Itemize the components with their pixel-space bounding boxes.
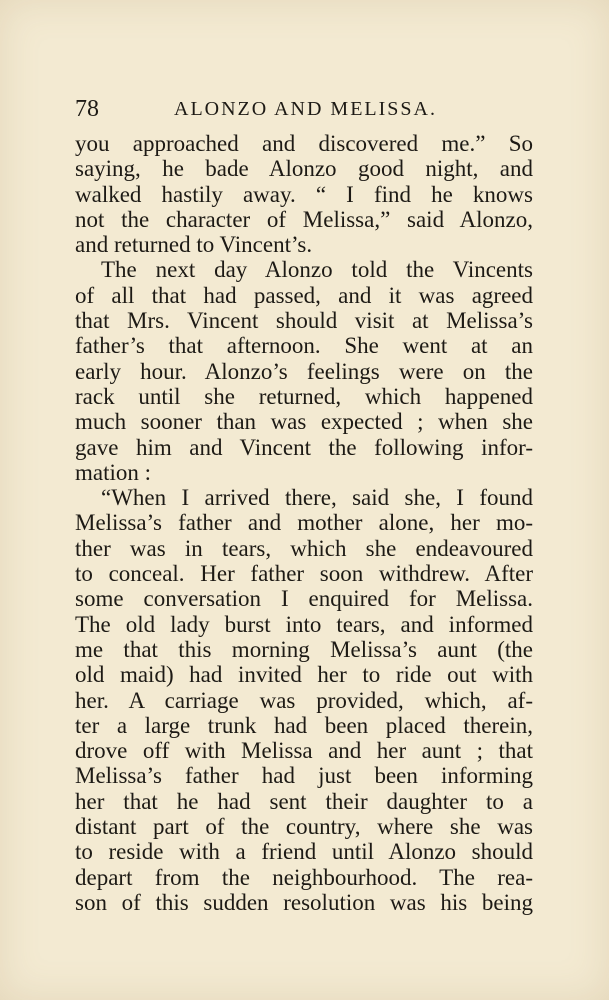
text-line: and returned to Vincent’s. <box>75 232 313 258</box>
text-line: early hour. Alonzo’s feelings were on the <box>75 358 533 384</box>
text-line: to reside with a friend until Alonzo should <box>75 839 533 865</box>
text-line: “When I arrived there, said she, I found <box>101 485 533 511</box>
text-line: you approached and discovered me.” So <box>75 131 533 156</box>
text-line: walked hastily away. “ I find he knows <box>75 181 533 207</box>
text-line: The next day Alonzo told the Vincents <box>101 257 533 283</box>
text-line: ter a large trunk had been placed therein, <box>75 712 533 738</box>
page-header <box>75 96 535 126</box>
text-line: mation : <box>75 459 152 485</box>
text-line: The old lady burst into tears, and informed <box>75 611 533 637</box>
page-number: 78 <box>75 96 99 122</box>
text-line: that Mrs. Vincent should visit at Melissa’s <box>75 308 533 334</box>
text-line: of all that had passed, and it was agreed <box>75 282 533 308</box>
text-line: rack until she returned, which happened <box>75 383 533 409</box>
text-line: old maid) had invited her to ride out with <box>75 662 533 688</box>
text-line: to conceal. Her father soon withdrew. After <box>75 561 533 587</box>
body-text <box>75 131 533 915</box>
text-line: distant part of the country, where she was <box>75 814 533 840</box>
text-line: ther was in tears, which she endeavoured <box>75 535 533 561</box>
text-line: some conversation I enquired for Melissa. <box>75 586 533 612</box>
text-line: saying, he bade Alonzo good night, and <box>75 156 533 182</box>
text-line: her. A carriage was provided, which, af- <box>75 687 533 713</box>
text-line: gave him and Vincent the following infor- <box>75 434 533 460</box>
text-line: much sooner than was expected ; when she <box>75 409 533 435</box>
text-line: Melissa’s father had just been informing <box>75 763 533 789</box>
text-line: Melissa’s father and mother alone, her mo- <box>75 510 533 536</box>
text-line: father’s that afternoon. She went at an <box>75 333 533 359</box>
running-head: ALONZO AND MELISSA. <box>174 98 437 120</box>
text-line: me that this morning Melissa’s aunt (the <box>75 636 533 662</box>
text-line: drove off with Melissa and her aunt ; that <box>75 738 533 764</box>
text-line: depart from the neighbourhood. The rea- <box>75 864 533 890</box>
text-line: her that he had sent their daughter to a <box>75 788 533 814</box>
text-line: son of this sudden resolution was his being <box>75 889 533 915</box>
text-line: not the character of Melissa,” said Alonzo, <box>75 206 533 232</box>
